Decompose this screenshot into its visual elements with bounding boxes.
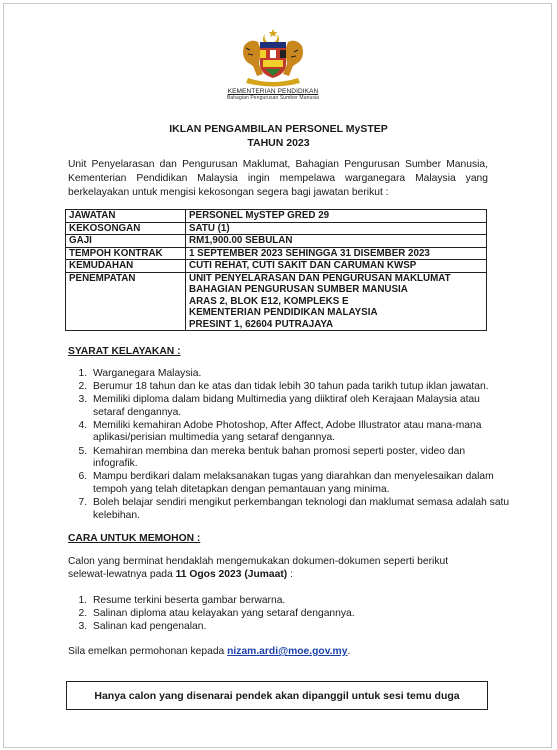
address-line: KEMENTERIAN PENDIDIKAN MALAYSIA <box>189 307 378 318</box>
apply-instructions <box>68 555 488 582</box>
requirements-heading: SYARAT KELAYAKAN : <box>68 346 181 357</box>
document-year: TAHUN 2023 <box>247 137 310 149</box>
apply-text: Calon yang berminat hendaklah mengemukakan dokumen-dokumen seperti berikut selewat-lewatnya pada <box>68 556 449 581</box>
table-key: JAWATAN <box>66 210 186 223</box>
list-item: 3. Memiliki diploma dalam bidang Multimedia yang diiktiraf oleh Kerajaan Malaysia atau setaraf dengannya. <box>90 394 512 419</box>
list-item: 7. Boleh belajar sendiri mengikut perkembangan teknologi dan maklumat semasa adalah satu kelebihan. <box>90 497 512 522</box>
table-value: CUTI REHAT, CUTI SAKIT DAN CARUMAN KWSP <box>186 260 487 273</box>
document-title: IKLAN PENGAMBILAN PERSONEL MySTEP <box>169 123 388 135</box>
ministry-name: KEMENTERIAN PENDIDIKAN <box>227 88 319 95</box>
list-item: 2. Berumur 18 tahun dan ke atas dan tidak lebih 30 tahun pada tarikh tutup iklan jawatan. <box>90 381 512 394</box>
table-value-address <box>186 272 487 331</box>
notice-text: Hanya calon yang disenarai pendek akan dipanggil untuk sesi temu duga <box>94 689 460 702</box>
email-text: Sila emelkan permohonan kepada <box>68 646 228 657</box>
table-value: SATU (1) <box>186 222 487 235</box>
apply-text-end: : <box>287 569 293 581</box>
list-item: 1. Resume terkini beserta gambar berwarna. <box>90 595 512 608</box>
intro-paragraph: Unit Penyelarasan dan Pengurusan Maklumat, Bahagian Pengurusan Sumber Manusia, Kementerian Pendidikan Malaysia ingin mempelawa warganegara Malaysia yang berkelayakan untuk mengisi kekosongan segera bagi jawatan berikut : <box>68 159 488 198</box>
table-row <box>66 260 487 273</box>
list-item: 6. Mampu berdikari dalam melaksanakan tugas yang diarahkan dan menyelesaikan dalam tempoh yang telah ditetapkan dengan pemantauan yang minima. <box>90 471 512 496</box>
table-key: GAJI <box>66 235 186 248</box>
table-row <box>66 222 487 235</box>
table-value: 1 SEPTEMBER 2023 SEHINGGA 31 DISEMBER 2023 <box>186 247 487 260</box>
address-line: UNIT PENYELARASAN DAN PENGURUSAN MAKLUMAT <box>189 272 451 284</box>
table-key: PENEMPATAN <box>66 272 186 331</box>
ministry-subtitle: Bahagian Pengurusan Sumber Manusia <box>226 95 320 101</box>
email-instructions <box>68 645 488 658</box>
address-line: ARAS 2, BLOK E12, KOMPLEKS E <box>189 295 349 307</box>
apply-heading: CARA UNTUK MEMOHON : <box>68 533 201 544</box>
table-key: TEMPOH KONTRAK <box>66 247 186 260</box>
list-item: 5. Kemahiran membina dan mereka bentuk bahan promosi seperti poster, video dan infografik. <box>90 446 512 471</box>
address-line: PRESINT 1, 62604 PUTRAJAYA <box>189 318 334 330</box>
list-item: 4. Memiliki kemahiran Adobe Photoshop, After Affect, Adobe Illustrator atau mana-mana aplikasi/perisian multimedia yang setaraf dengannya. <box>90 420 512 445</box>
table-key: KEMUDAHAN <box>66 260 186 273</box>
job-info-table <box>65 209 487 331</box>
table-value: RM1,900.00 SEBULAN <box>186 235 487 248</box>
shortlist-notice <box>66 681 488 710</box>
table-row <box>66 235 487 248</box>
list-item: 3. Salinan kad pengenalan. <box>90 621 512 634</box>
table-row <box>66 272 487 331</box>
deadline-date: 11 Ogos 2023 (Jumaat) <box>175 569 288 581</box>
requirements-list <box>68 368 512 523</box>
table-value: PERSONEL MySTEP GRED 29 <box>186 210 487 223</box>
documents-list <box>68 595 512 634</box>
list-item: 1. Warganegara Malaysia. <box>90 368 512 381</box>
email-link[interactable]: nizam.ardi@moe.gov.my <box>227 646 348 657</box>
email-text-end: . <box>347 646 351 657</box>
table-row <box>66 210 487 223</box>
table-key: KEKOSONGAN <box>66 222 186 235</box>
address-line: BAHAGIAN PENGURUSAN SUMBER MANUSIA <box>189 284 408 295</box>
table-row <box>66 247 487 260</box>
malaysia-coat-of-arms-icon <box>238 28 308 88</box>
list-item: 2. Salinan diploma atau kelayakan yang setaraf dengannya. <box>90 608 512 621</box>
ministry-label <box>200 88 346 102</box>
